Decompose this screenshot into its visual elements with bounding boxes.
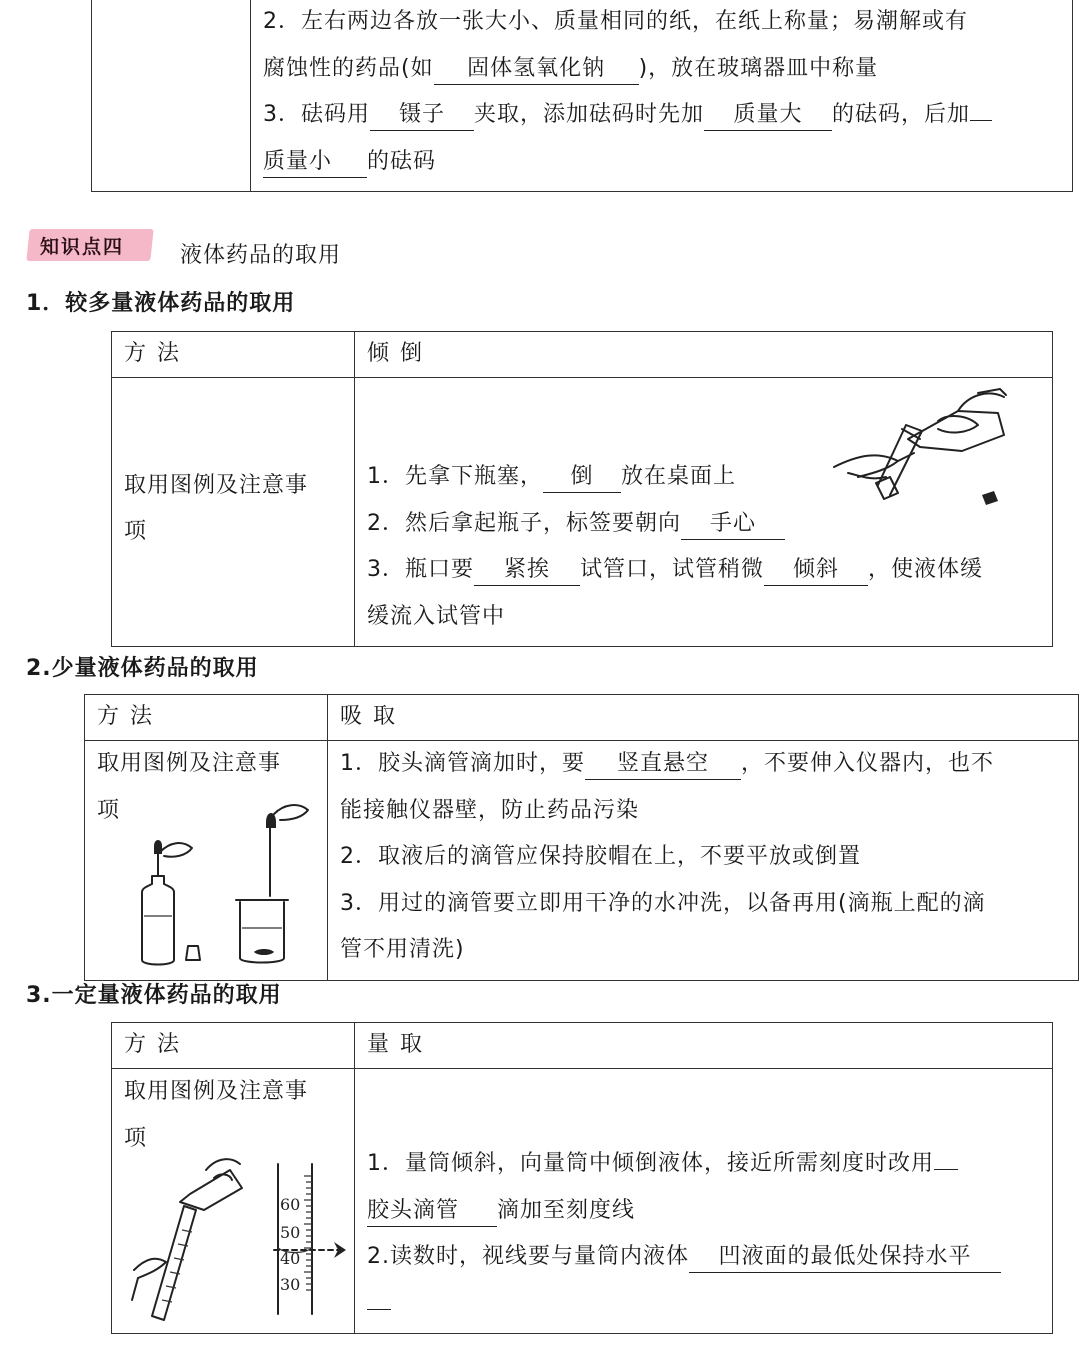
knowledge-point-title: 液体药品的取用 — [180, 243, 342, 268]
section1-item2-pre: 2．然后拿起瓶子，标签要朝向 — [367, 510, 681, 536]
section2-title: 2.少量液体药品的取用 — [26, 656, 259, 681]
section1-title: 1．较多量液体药品的取用 — [26, 291, 296, 316]
section2-item1-line2: 能接触仪器壁，防止药品污染 — [340, 797, 640, 823]
section3-method-label-cell — [112, 1023, 355, 1069]
scale-tick-60: 60 — [280, 1195, 301, 1214]
section3-item2-line2 — [367, 1281, 1040, 1328]
section3-method-value: 量 取 — [367, 1032, 424, 1057]
top-row2-post: )，放在玻璃器皿中称量 — [638, 55, 879, 81]
top-row2-pre: 腐蚀性的药品(如 — [263, 55, 434, 81]
section1-item3-mid: 试管口，试管稍微 — [580, 557, 765, 582]
section3-item1-blank-start — [934, 1169, 958, 1170]
section2-item1-pre: 1．胶头滴管滴加时，要 — [340, 751, 585, 776]
top-row3-post: 的砝码 — [367, 148, 437, 174]
top-row3-blank3-start — [970, 120, 992, 121]
section1-method-value: 倾 倒 — [367, 341, 424, 366]
top-row3-pre: 3．砝码用 — [263, 102, 370, 127]
section1-item3-pre: 3．瓶口要 — [367, 557, 474, 582]
top-table-label-cell — [92, 0, 251, 192]
section1-item3-post: ，使液体缓 — [868, 557, 984, 582]
measuring-cylinder-illustration — [130, 1150, 250, 1330]
knowledge-point-badge-label: 知识点四 — [40, 236, 125, 258]
section1-item1-blank: 倒 — [543, 462, 621, 493]
section3-row-label-1: 取用图例及注意事 — [124, 1079, 309, 1104]
top-row3-mid2: 的砝码，后加 — [832, 102, 971, 127]
section2-item3-line1: 3．用过的滴管要立即用干净的水冲洗，以备再用(滴瓶上配的滴 — [340, 890, 986, 916]
section1-item2-blank: 手心 — [681, 509, 785, 540]
section1-item3 — [367, 547, 1040, 594]
section3-content-cell — [355, 1069, 1053, 1334]
section2-item1-blank: 竖直悬空 — [585, 749, 741, 780]
section2-item3-line2: 管不用清洗) — [340, 937, 465, 962]
section3-item1-text: 1．量筒倾斜，向量筒中倾倒液体，接近所需刻度时改用 — [367, 1151, 934, 1176]
top-row3-blank3: 质量小 — [263, 147, 367, 178]
top-row3-mid: 夹取，添加砝码时先加 — [474, 102, 705, 127]
section1-method-label: 方 法 — [124, 341, 181, 366]
top-row3-line1 — [263, 92, 1060, 139]
section2-item1 — [340, 741, 1066, 788]
section3-title: 3.一定量液体药品的取用 — [26, 983, 282, 1008]
section3-table — [111, 1022, 1053, 1334]
top-table-content-cell — [251, 0, 1073, 192]
top-row2-blank: 固体氢氧化钠 — [434, 54, 639, 85]
section1-row-label-1: 取用图例及注意事 — [124, 472, 309, 498]
dropper-illustration — [130, 798, 320, 970]
section3-method-value-cell — [355, 1023, 1053, 1069]
section2-method-label-cell — [85, 695, 328, 741]
section1-item1-pre: 1．先拿下瓶塞， — [367, 464, 543, 489]
section2-item2: 2．取液后的滴管应保持胶帽在上，不要平放或倒置 — [340, 844, 861, 869]
section1-row-label-cell — [112, 378, 355, 647]
section3-item1-line1 — [367, 1141, 1040, 1188]
section2-row-label-2: 项 — [97, 797, 121, 823]
section2-method-label: 方 法 — [97, 704, 154, 729]
section2-content-cell — [328, 741, 1079, 981]
section3-item1-line2 — [367, 1188, 1040, 1235]
section1-method-value-cell — [355, 332, 1053, 378]
top-row3-blank2: 质量大 — [704, 100, 832, 131]
section2-item1-post: ，不要伸入仪器内，也不 — [741, 751, 995, 776]
top-row2-line1: 2．左右两边各放一张大小、质量相同的纸，在纸上称量；易潮解或有 — [263, 9, 968, 34]
section1-item3-blank2: 倾斜 — [764, 555, 868, 586]
section3-method-label: 方 法 — [124, 1032, 181, 1057]
section1-item1-post: 放在桌面上 — [621, 464, 737, 489]
section3-item2-blank: 凹液面的最低处保持水平 — [689, 1242, 1001, 1273]
section2-method-value: 吸 取 — [340, 704, 397, 729]
scale-tick-30: 30 — [280, 1275, 301, 1294]
section1-row-label-2: 项 — [124, 519, 148, 544]
section3-item1-blank: 胶头滴管 — [367, 1196, 497, 1227]
pouring-illustration — [828, 385, 1018, 515]
section1-item3-line2: 缓流入试管中 — [367, 603, 506, 629]
section3-item1-post: 滴加至刻度线 — [497, 1197, 636, 1223]
top-row3-blank1: 镊子 — [370, 100, 474, 131]
reading-scale-illustration — [272, 1160, 362, 1320]
top-row2-line2 — [263, 46, 1060, 93]
section3-item2-line1 — [367, 1234, 1040, 1281]
section2-method-value-cell — [328, 695, 1079, 741]
scale-tick-50: 50 — [280, 1223, 301, 1242]
top-table — [91, 0, 1073, 192]
section3-item2-blank-end — [367, 1309, 391, 1310]
scale-tick-40: 40 — [280, 1249, 301, 1268]
section1-item3-blank1: 紧挨 — [474, 555, 580, 586]
section2-row-label-1: 取用图例及注意事 — [97, 751, 282, 776]
section3-row-label-2: 项 — [124, 1125, 148, 1151]
top-row3-line2 — [263, 139, 1060, 186]
section1-method-label-cell — [112, 332, 355, 378]
section3-item2-pre: 2.读数时，视线要与量筒内液体 — [367, 1244, 689, 1269]
